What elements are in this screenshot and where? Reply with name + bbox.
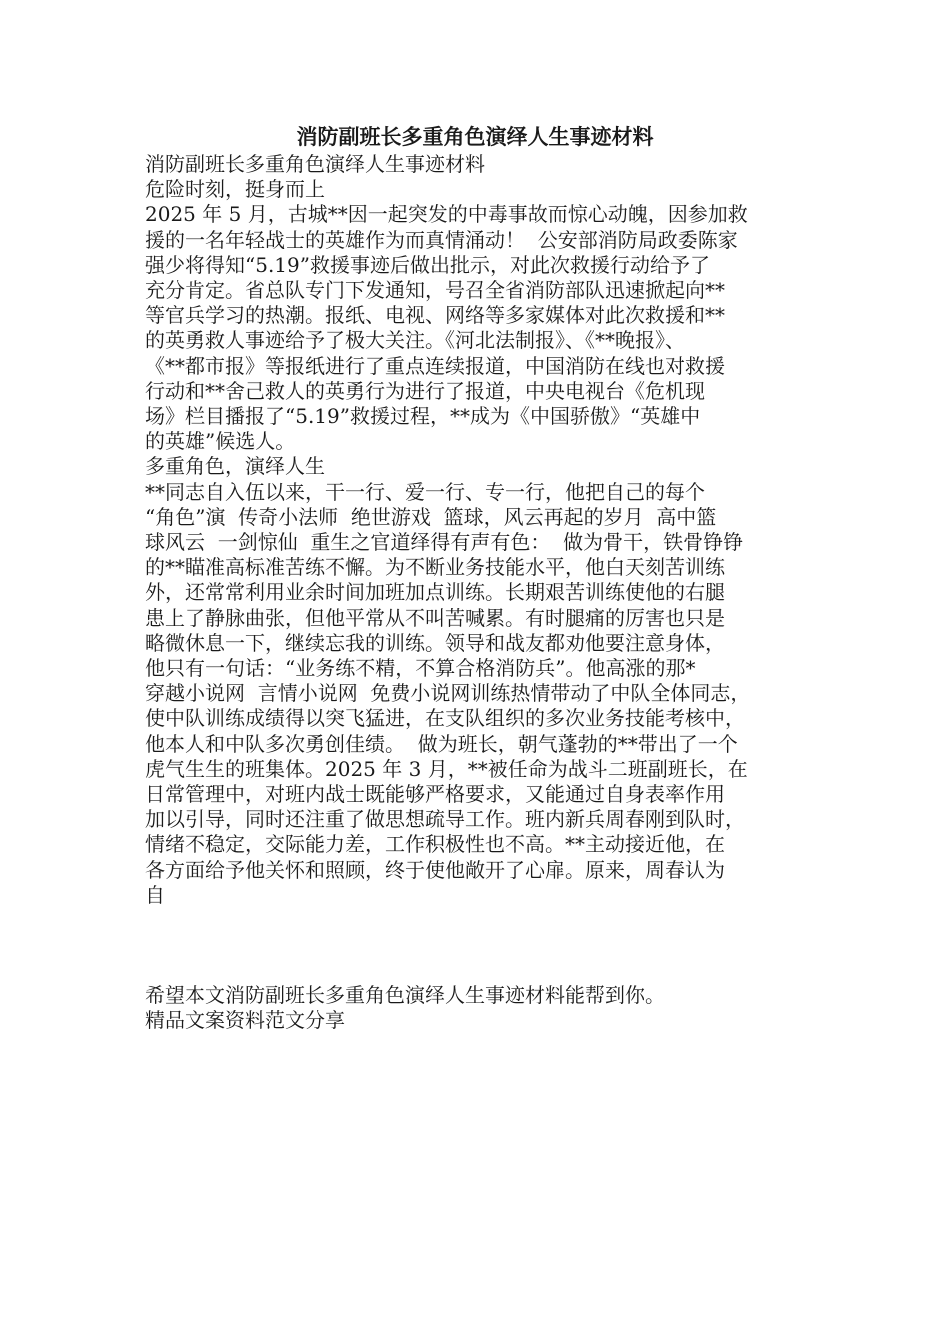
body-text-line: 自 — [145, 882, 165, 907]
body-text-line: 虎气生生的班集体。2025 年 3 月，**被任命为战斗二班副班长，在 — [145, 756, 748, 781]
body-text-line: 情绪不稳定，交际能力差，工作积极性也不高。**主动接近他，在 — [145, 832, 725, 857]
body-text-line: “角色”演 传奇小法师 绝世游戏 篮球，风云再起的岁月 高中篮 — [145, 504, 717, 529]
body-text-line: 消防副班长多重角色演绎人生事迹材料 — [145, 152, 485, 176]
body-text-line: 充分肯定。省总队专门下发通知，号召全省消防部队迅速掀起向** — [145, 278, 725, 303]
body-text-line: 略微休息一下，继续忘我的训练。领导和战友都劝他要注意身体， — [145, 630, 725, 655]
body-text-line: 穿越小说网 言情小说网 免费小说网训练热情带动了中队全体同志， — [145, 681, 751, 706]
document-body — [145, 152, 805, 908]
footer-text-line: 希望本文消防副班长多重角色演绎人生事迹材料能帮到你。 — [145, 983, 665, 1008]
body-text-line: 场》栏目播报了“5.19”救援过程，**成为《中国骄傲》“英雄中 — [145, 404, 701, 429]
body-text-line: 球风云 一剑惊仙 重生之官道绎得有声有色： 做为骨干，铁骨铮铮 — [145, 530, 744, 555]
body-text-line: 的**瞄准高标准苦练不懈。为不断业务技能水平，他白天刻苦训练 — [145, 555, 725, 580]
body-text-line: 《**都市报》等报纸进行了重点连续报道，中国消防在线也对救援 — [145, 353, 725, 378]
body-text-line: 多重角色，演绎人生 — [145, 454, 325, 479]
body-text-line: 危险时刻，挺身而上 — [145, 177, 325, 202]
body-text-line: **同志自入伍以来，干一行、爱一行、专一行，他把自己的每个 — [145, 479, 705, 504]
body-text-line: 强少将得知“5.19”救援事迹后做出批示，对此次救援行动给予了 — [145, 252, 710, 277]
document-title: 消防副班长多重角色演绎人生事迹材料 — [296, 124, 654, 149]
body-text-line: 患上了静脉曲张，但他平常从不叫苦喊累。有时腿痛的厉害也只是 — [145, 605, 725, 630]
body-text-line: 外，还常常利用业余时间加班加点训练。长期艰苦训练使他的右腿 — [145, 580, 725, 605]
footer-text-line: 精品文案资料范文分享 — [145, 1008, 345, 1033]
body-text-line: 的英勇救人事迹给予了极大关注。《河北法制报》、《**晚报》、 — [145, 328, 685, 353]
body-text-line: 等官兵学习的热潮。报纸、电视、网络等多家媒体对此次救援和** — [145, 303, 725, 328]
body-text-line: 的英雄”候选人。 — [145, 429, 296, 454]
body-text-line: 他只有一句话：“业务练不精，不算合格消防兵”。他高涨的那* — [145, 656, 696, 681]
document-footer — [145, 983, 805, 1033]
body-text-line: 援的一名年轻战士的英雄作为而真情涌动！ 公安部消防局政委陈家 — [145, 227, 738, 252]
body-text-line: 行动和**舍己救人的英勇行为进行了报道，中央电视台《危机现 — [145, 378, 705, 403]
body-text-line: 加以引导，同时还注重了做思想疏导工作。班内新兵周春刚到队时， — [145, 807, 745, 832]
body-footer-gap — [145, 908, 805, 983]
body-text-line: 日常管理中，对班内战士既能够严格要求，又能通过自身表率作用 — [145, 782, 725, 807]
document-page — [145, 122, 805, 1034]
body-text-line: 各方面给予他关怀和照顾，终于使他敞开了心扉。原来，周春认为 — [145, 857, 725, 882]
body-text-line: 2025 年 5 月，古城**因一起突发的中毒事故而惊心动魄，因参加救 — [145, 202, 748, 227]
body-text-line: 使中队训练成绩得以突飞猛进，在支队组织的多次业务技能考核中， — [145, 706, 745, 731]
body-text-line: 他本人和中队多次勇创佳绩。 做为班长，朝气蓬勃的**带出了一个 — [145, 731, 738, 756]
